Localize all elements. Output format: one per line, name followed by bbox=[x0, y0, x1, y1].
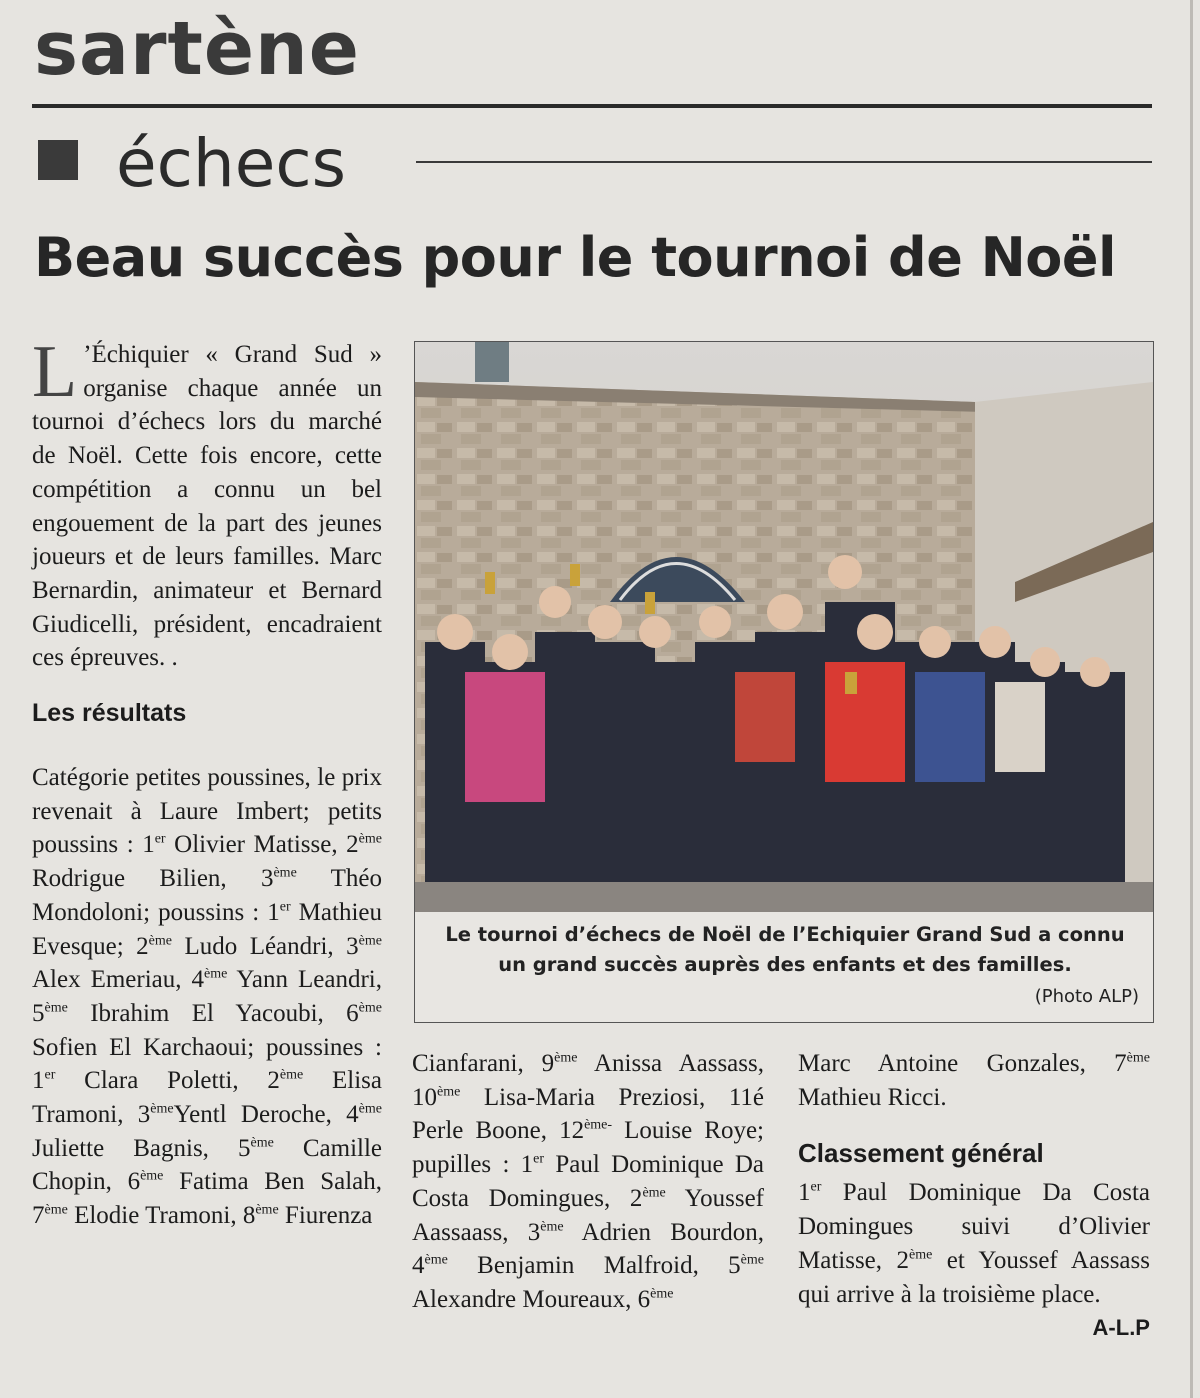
group-photo bbox=[415, 342, 1153, 912]
classement-heading: Classement général bbox=[798, 1138, 1044, 1169]
text-run: Lisa-Maria Preziosi, 11é Perle Boone, 12 bbox=[412, 1083, 764, 1145]
text-run: Camille Chopin, 6 bbox=[32, 1134, 382, 1196]
ordinal-suffix: ème bbox=[140, 1169, 164, 1185]
kicker-square-icon bbox=[38, 140, 78, 180]
ordinal-suffix: ème bbox=[204, 966, 228, 982]
ordinal-suffix: ème bbox=[424, 1252, 448, 1268]
text-run: Marc Antoine Gonzales, 7 bbox=[798, 1050, 1127, 1077]
kicker-rule bbox=[416, 161, 1152, 163]
text-run: Mathieu Evesque; 2 bbox=[32, 898, 382, 960]
text-run: Ludo Léandri, 3 bbox=[171, 932, 359, 960]
text-run: Louise Roye; pupilles : 1 bbox=[412, 1117, 765, 1179]
ordinal-suffix: ème bbox=[554, 1050, 578, 1066]
text-run: Mathieu Ricci. bbox=[798, 1083, 947, 1111]
page-edge-line bbox=[1190, 0, 1193, 1398]
column-2 bbox=[412, 1047, 764, 1317]
results-col1 bbox=[32, 761, 382, 1233]
text-run: Clara Poletti, 2 bbox=[55, 1067, 280, 1095]
ordinal-suffix: er bbox=[810, 1180, 822, 1196]
ordinal-suffix: ème bbox=[1126, 1050, 1150, 1066]
text-run: Rodrigue Bilien, 3 bbox=[32, 865, 274, 893]
text-run: Yann Leandri, 5 bbox=[32, 966, 382, 1027]
ordinal-suffix: ème bbox=[650, 1286, 674, 1302]
dropcap: L bbox=[32, 331, 78, 413]
text-run: Adrien Bourdon, 4 bbox=[412, 1218, 764, 1280]
text-run: et Youssef Aassass qui arrive à la troisième place. bbox=[798, 1246, 1150, 1308]
ordinal-suffix: ème bbox=[44, 1000, 68, 1016]
ordinal-suffix: ème bbox=[740, 1252, 764, 1268]
text-run: Catégorie petites poussines, le prix revenait à Laure Imbert; petits poussins : 1 bbox=[32, 764, 382, 859]
results-col3 bbox=[798, 1047, 1150, 1114]
ordinal-suffix: er bbox=[44, 1068, 56, 1084]
text-run: Fiurenza bbox=[278, 1202, 373, 1230]
ordinal-suffix: ème bbox=[358, 933, 382, 949]
results-heading: Les résultats bbox=[32, 699, 187, 728]
ordinal-suffix: ème bbox=[358, 832, 382, 848]
text-run: Cianfarani, 9 bbox=[412, 1050, 555, 1077]
text-run: Elisa Tramoni, 3 bbox=[32, 1067, 382, 1129]
ordinal-suffix: ème bbox=[250, 1135, 274, 1151]
intro-paragraph bbox=[32, 331, 382, 675]
photo-block bbox=[414, 341, 1154, 1023]
ordinal-suffix: ème bbox=[437, 1084, 461, 1100]
ordinal-suffix: er bbox=[533, 1151, 545, 1167]
text-run: Ibrahim El Yacoubi, 6 bbox=[67, 999, 359, 1027]
headline: Beau succès pour le tournoi de Noël bbox=[34, 226, 1117, 289]
signature: A-L.P bbox=[1092, 1315, 1150, 1341]
ordinal-suffix: ème bbox=[279, 1068, 304, 1084]
text-run: Théo Mondoloni; poussins : 1 bbox=[32, 865, 382, 926]
classement-text bbox=[798, 1176, 1150, 1311]
ordinal-suffix: ème bbox=[908, 1247, 933, 1263]
ordinal-suffix: ème bbox=[358, 1000, 382, 1016]
ordinal-suffix: ème bbox=[642, 1185, 666, 1201]
text-run: 1 bbox=[798, 1179, 811, 1207]
text-run: Benjamin Malfroid, 5 bbox=[447, 1252, 741, 1280]
kicker-label: échecs bbox=[116, 125, 347, 202]
ordinal-suffix: er bbox=[279, 899, 291, 915]
text-run: Elodie Tramoni, 8 bbox=[67, 1202, 256, 1230]
ordinal-suffix: ème- bbox=[584, 1118, 613, 1134]
ordinal-suffix: ème bbox=[255, 1202, 279, 1218]
ordinal-suffix: ème bbox=[148, 933, 172, 949]
ordinal-suffix: er bbox=[154, 832, 166, 848]
text-run: Anissa Aassass, 10 bbox=[412, 1050, 764, 1111]
top-rule bbox=[32, 104, 1152, 108]
section-title: sartène bbox=[34, 6, 360, 92]
text-run: Juliette Bagnis, 5 bbox=[32, 1134, 251, 1162]
ordinal-suffix: ème bbox=[358, 1101, 382, 1117]
ordinal-suffix: ème bbox=[273, 865, 297, 881]
results-col2 bbox=[412, 1047, 764, 1317]
text-run: Olivier Matisse, 2 bbox=[165, 831, 359, 859]
photo-credit: (Photo ALP) bbox=[1034, 986, 1139, 1007]
ordinal-suffix: ème bbox=[150, 1101, 174, 1117]
intro-text: ’Échiquier « Grand Sud » organise chaque année un tournoi d’échecs lors du marché de Noël. Cette fois encore, cette compétition a connu un bel engouement de la part des jeunes joueurs et de leurs familles. Marc Bernardin, animateur et Bernard Giudicelli, président, encadraient ces épreuves. . bbox=[32, 341, 382, 672]
ordinal-suffix: ème bbox=[540, 1219, 564, 1235]
column-1 bbox=[32, 331, 383, 1233]
text-run: Alexandre Moureaux, 6 bbox=[412, 1285, 651, 1313]
text-run: Sofien El Karchaoui; poussines : 1 bbox=[32, 1033, 382, 1095]
ordinal-suffix: ème bbox=[44, 1202, 68, 1218]
text-run: Youssef Aassaass, 3 bbox=[412, 1184, 764, 1246]
column-3 bbox=[798, 1047, 1150, 1345]
text-run: Fatima Ben Salah, 7 bbox=[32, 1168, 383, 1230]
photo-caption: Le tournoi d’échecs de Noël de l’Echiquier Grand Sud a connu un grand succès auprès des enfants et des familles. bbox=[445, 923, 1125, 976]
text-run: Alex Emeriau, 4 bbox=[32, 966, 204, 994]
text-run: Yentl Deroche, 4 bbox=[173, 1101, 359, 1129]
text-run: Paul Dominique Da Costa Domingues suivi d’Olivier Matisse, 2 bbox=[798, 1179, 1150, 1274]
text-run: Paul Dominique Da Costa Domingues, 2 bbox=[412, 1151, 764, 1212]
